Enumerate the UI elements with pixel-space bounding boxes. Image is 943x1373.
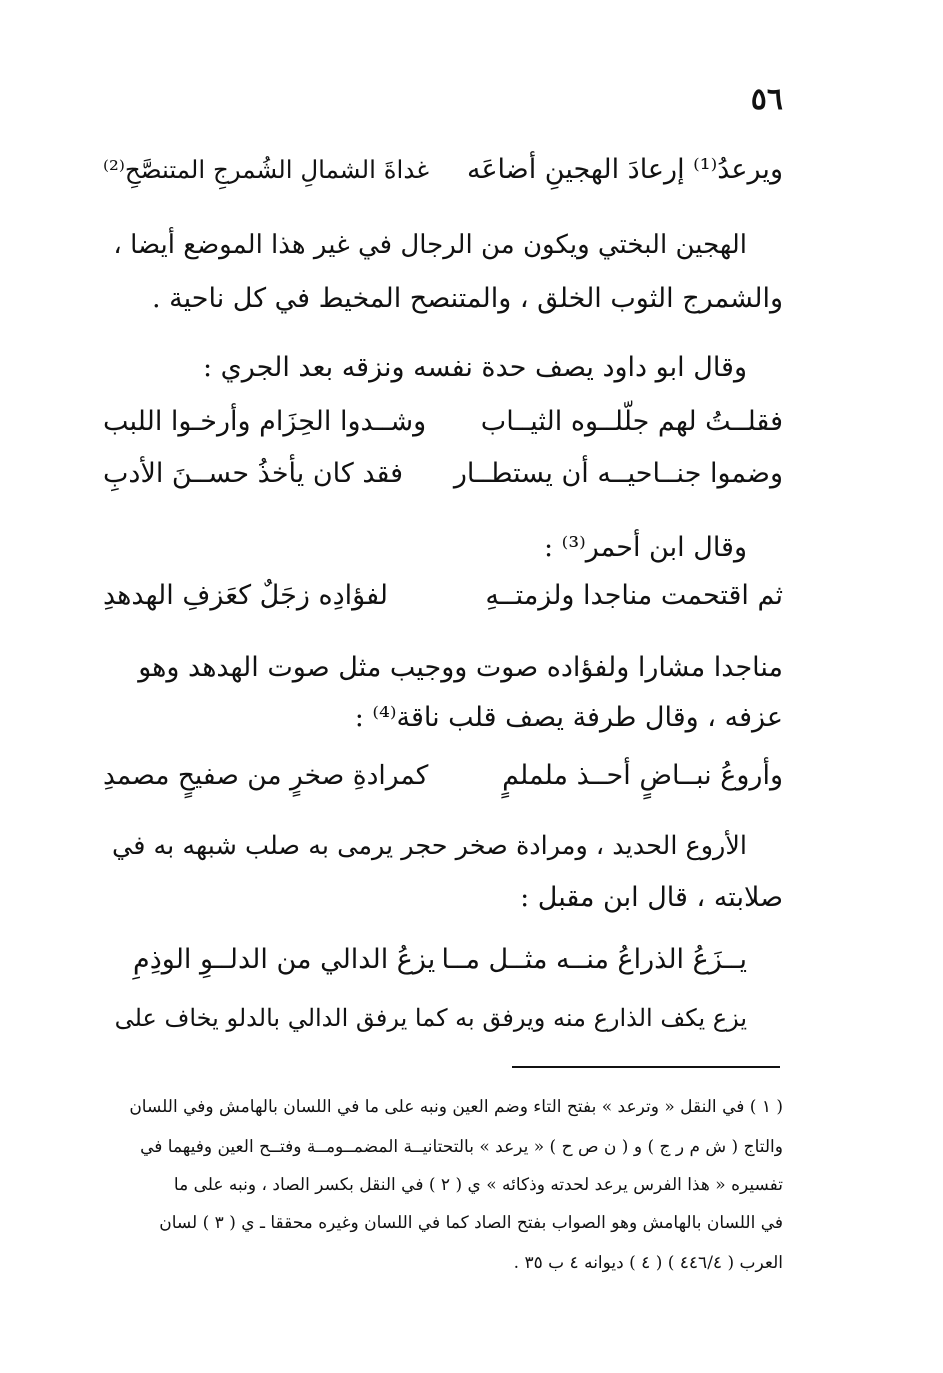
footnote-line-2: والتاج ( ش م ر ج ) و ( ن ص ح ) « يرعد » بالتحتانيــة المضمــومــة وفتــح العين وفيهما في xyxy=(140,1137,783,1157)
verse-5 xyxy=(103,938,783,982)
footnote-line-4: في اللسان بالهامش وهو الصواب بفتح الصاد كما في اللسان وغيره محققا ـ ي ( ٣ ) لسان xyxy=(159,1213,783,1233)
footnote-line-3: تفسيره « هذا الفرس يرعد لحدته وذكائه » ي ( ٢ ) في النقل بكسر الصاد ، ونبه على ما xyxy=(173,1175,783,1195)
verse-3-first-hemistich: ثم اقتحمت مناجدا ولزمتــهِ xyxy=(485,580,783,611)
verse-4-first-hemistich: وأروعُ نبــاضٍ أحــذ ململمٍ xyxy=(502,760,783,791)
verse-2b xyxy=(103,452,783,496)
page-number: ٥٦ xyxy=(750,82,783,117)
intro-ibn-ahmar: وقال ابن أحمر⁽³⁾ : xyxy=(544,532,747,563)
footnote-line-1: ( ١ ) في النقل « وترعد » بفتح التاء وضم العين ونبه على ما في اللسان بالهامش وفي اللسان xyxy=(129,1097,783,1117)
verse-5-first-hemistich: يــزَعُ الذراعُ منــه مثــل مــا xyxy=(441,944,747,975)
verse-2a-second-hemistich: وشــدوا الحِزَام وأرخـوا اللبب xyxy=(103,406,427,437)
verse-3 xyxy=(103,574,783,618)
paragraph-1-line-1: الهجين البختي ويكون من الرجال في غير هذا الموضع أيضا ، xyxy=(113,230,747,260)
verse-2b-second-hemistich: فقد كان يأخذُ حســنَ الأدبِ xyxy=(103,458,404,489)
verse-2a xyxy=(103,400,783,444)
paragraph-4-line-2: صلابته ، قال ابن مقبل : xyxy=(520,882,783,913)
paragraph-1-line-2: والشمرج الثوب الخلق ، والمتنصح المخيط في كل ناحية . xyxy=(151,283,783,314)
verse-1 xyxy=(103,148,783,192)
intro-abu-dawud: وقال ابو داود يصف حدة نفسه ونزقه بعد الجري : xyxy=(202,352,747,383)
verse-2a-first-hemistich: فقلــتُ لهم جلّلــوه الثيــاب xyxy=(480,406,783,437)
paragraph-3-line-1: مناجدا مشارا ولفؤاده صوت ووجيب مثل صوت الهدهد وهو xyxy=(138,652,783,683)
paragraph-3-line-2: عزفه ، وقال طرفة يصف قلب ناقة⁽⁴⁾ : xyxy=(354,702,783,733)
verse-5-second-hemistich: يزعُ الدالي من الدلــوِ الوذِمِ xyxy=(133,944,436,975)
verse-4 xyxy=(103,754,783,798)
paragraph-5-line-1: يزع يكف الذارع منه ويرفق به كما يرفق الدالي بالدلو يخاف على xyxy=(114,1004,747,1032)
verse-2b-first-hemistich: وضموا جنــاحيــه أن يستطــار xyxy=(453,458,783,489)
paragraph-4-line-1: الأروع الحديد ، ومرادة صخر حجر يرمى به صلب شبهه به في xyxy=(111,831,747,861)
footnote-separator xyxy=(512,1066,780,1068)
verse-3-second-hemistich: لفؤادِه زجَلٌ كعَزفِ الهدهدِ xyxy=(103,580,388,611)
footnote-line-5: العرب ( ٤٤٦/٤ ) ( ٤ ) ديوانه ٤ ب ٣٥ . xyxy=(513,1253,783,1273)
verse-1-second-hemistich: غداةَ الشمالِ الشُمرجِ المتنصَّحِ⁽²⁾ xyxy=(103,155,430,184)
verse-1-first-hemistich: ويرعدُ⁽¹⁾ إرعادَ الهجينِ أضاعَه xyxy=(466,154,783,185)
verse-4-second-hemistich: كمرادةِ صخرٍ من صفيحٍ مصمدِ xyxy=(103,760,429,791)
